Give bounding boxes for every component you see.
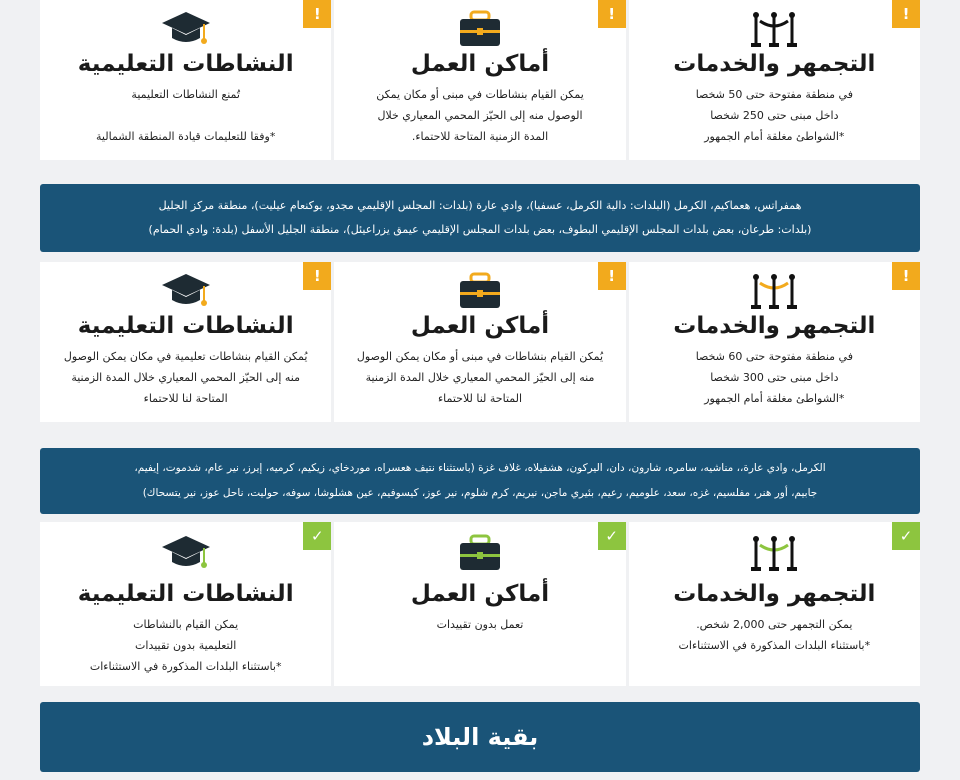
card-text: يمكن القيام بالنشاطات [133,618,239,631]
card-text: داخل مبنى حتى 250 شخصا [710,109,839,122]
card-workplaces [334,262,625,422]
exclamation-icon: ! [892,0,920,28]
banner-text: (بلدات: طرعان، بعض بلدات المجلس الإقليمي البطوف، بعض بلدات المجلس الإقليمي عيمق يزراعيئل)، منطقة الجليل الأسفل (بلدة: وادي الحمام) [148,223,812,236]
card-text: يمكن القيام بنشاطات في مبنى أو مكان يمكن [376,88,584,101]
card-text: تُمنع النشاطات التعليمية [131,88,240,101]
briefcase-icon [334,270,625,312]
banner-text: الكرمل، وادي عارة،، مناشيه، سامره، شارون، دان، اليركون، هشفيلاه، غلاف غزة (باستثناء نتيف هعسراه، موردخاي، زيكيم، كرميه، إيرز، نير عام، شدموت، إيفيم، [134,462,826,474]
exclamation-icon: ! [303,0,331,28]
graduation-cap-icon [40,532,331,574]
exclamation-icon: ! [303,262,331,290]
card-text: الوصول منه إلى الحيّز المحمي المعياري خلال [377,109,583,122]
card-text: المتاحة لنا للاحتماء [143,392,228,405]
card-text: يُمكن القيام بنشاطات تعليمية في مكان يمكن الوصول [63,350,308,363]
card-text: التعليمية بدون تقييدات [135,639,237,652]
briefcase-icon [334,8,625,50]
card-text: *باستثناء البلدات المذكورة في الاستثناءات [678,639,871,652]
exclamation-icon: ! [598,262,626,290]
card-text: *باستثناء البلدات المذكورة في الاستثناءات [89,660,282,673]
stanchion-icon [629,270,920,312]
graduation-cap-icon [40,270,331,312]
exclamation-icon: ! [892,262,920,290]
regions-banner-1 [40,184,920,252]
card-text: يمكن التجمهر حتى 2,000 شخص. [696,618,853,631]
check-icon: ✓ [303,522,331,550]
card-title: التجمهر والخدمات [673,581,876,607]
card-title: النشاطات التعليمية [77,581,294,607]
card-text: داخل مبنى حتى 300 شخصا [710,371,839,384]
briefcase-icon [334,532,625,574]
card-workplaces [334,522,625,686]
card-text: يُمكن القيام بنشاطات في مبنى أو مكان يمكن الوصول [356,350,604,363]
card-education [40,522,331,686]
card-gathering [629,262,920,422]
section-3-cards [40,522,920,686]
card-text: المتاحة لنا للاحتماء [437,392,523,405]
card-title: أماكن العمل [410,51,550,77]
card-text: *الشواطئ مغلقة أمام الجمهور [704,392,845,405]
card-text: في منطقة مفتوحة حتى 50 شخصا [695,88,853,101]
card-text: منه إلى الحيّز المحمي المعياري خلال المدة الزمنية [365,371,595,384]
banner-text: جابيم، أور هنر، مفلسيم، غزه، سعد، علوميم، رعيم، بئيري ماجن، نيريم، كرم شلوم، نير عوز، كيسوفيم، عين هشلوشا، سوفه، حوليت، ناحل عوز، نير يتسحاك) [142,487,818,499]
card-gathering [629,0,920,160]
card-title: أماكن العمل [410,581,550,607]
section-2-cards [40,262,920,422]
card-text: *الشواطئ مغلقة أمام الجمهور [704,130,845,143]
card-title: النشاطات التعليمية [77,313,294,339]
regions-banner-2 [40,448,920,514]
graduation-cap-icon [40,8,331,50]
card-text: *وفقا للتعليمات قيادة المنطقة الشمالية [96,130,276,143]
card-text: تعمل بدون تقييدات [436,618,524,631]
exclamation-icon: ! [598,0,626,28]
card-title: التجمهر والخدمات [673,313,876,339]
banner-text: همفراتس، هعماكيم، الكرمل (البلدات: دالية الكرمل، عسفيا)، وادي عارة (بلدات: المجلس الإقليمي مجدو، يوكنعام عيليت)، منطقة مركز الجليل [158,199,802,212]
card-text: في منطقة مفتوحة حتى 60 شخصا [695,350,853,363]
footer-label: بقية البلاد [421,723,539,751]
card-workplaces [334,0,625,160]
card-education [40,0,331,160]
card-text [40,105,331,126]
section-1-cards [40,0,920,160]
card-education [40,262,331,422]
stanchion-icon [629,8,920,50]
card-title: التجمهر والخدمات [673,51,876,77]
check-icon: ✓ [892,522,920,550]
stanchion-icon [629,532,920,574]
card-text: منه إلى الحيّز المحمي المعياري خلال المدة الزمنية [71,371,301,384]
card-gathering [629,522,920,686]
card-title: النشاطات التعليمية [77,51,294,77]
card-text: المدة الزمنية المتاحة للاحتماء. [411,130,549,143]
check-icon: ✓ [598,522,626,550]
card-title: أماكن العمل [410,313,550,339]
rest-of-country-banner [40,702,920,772]
